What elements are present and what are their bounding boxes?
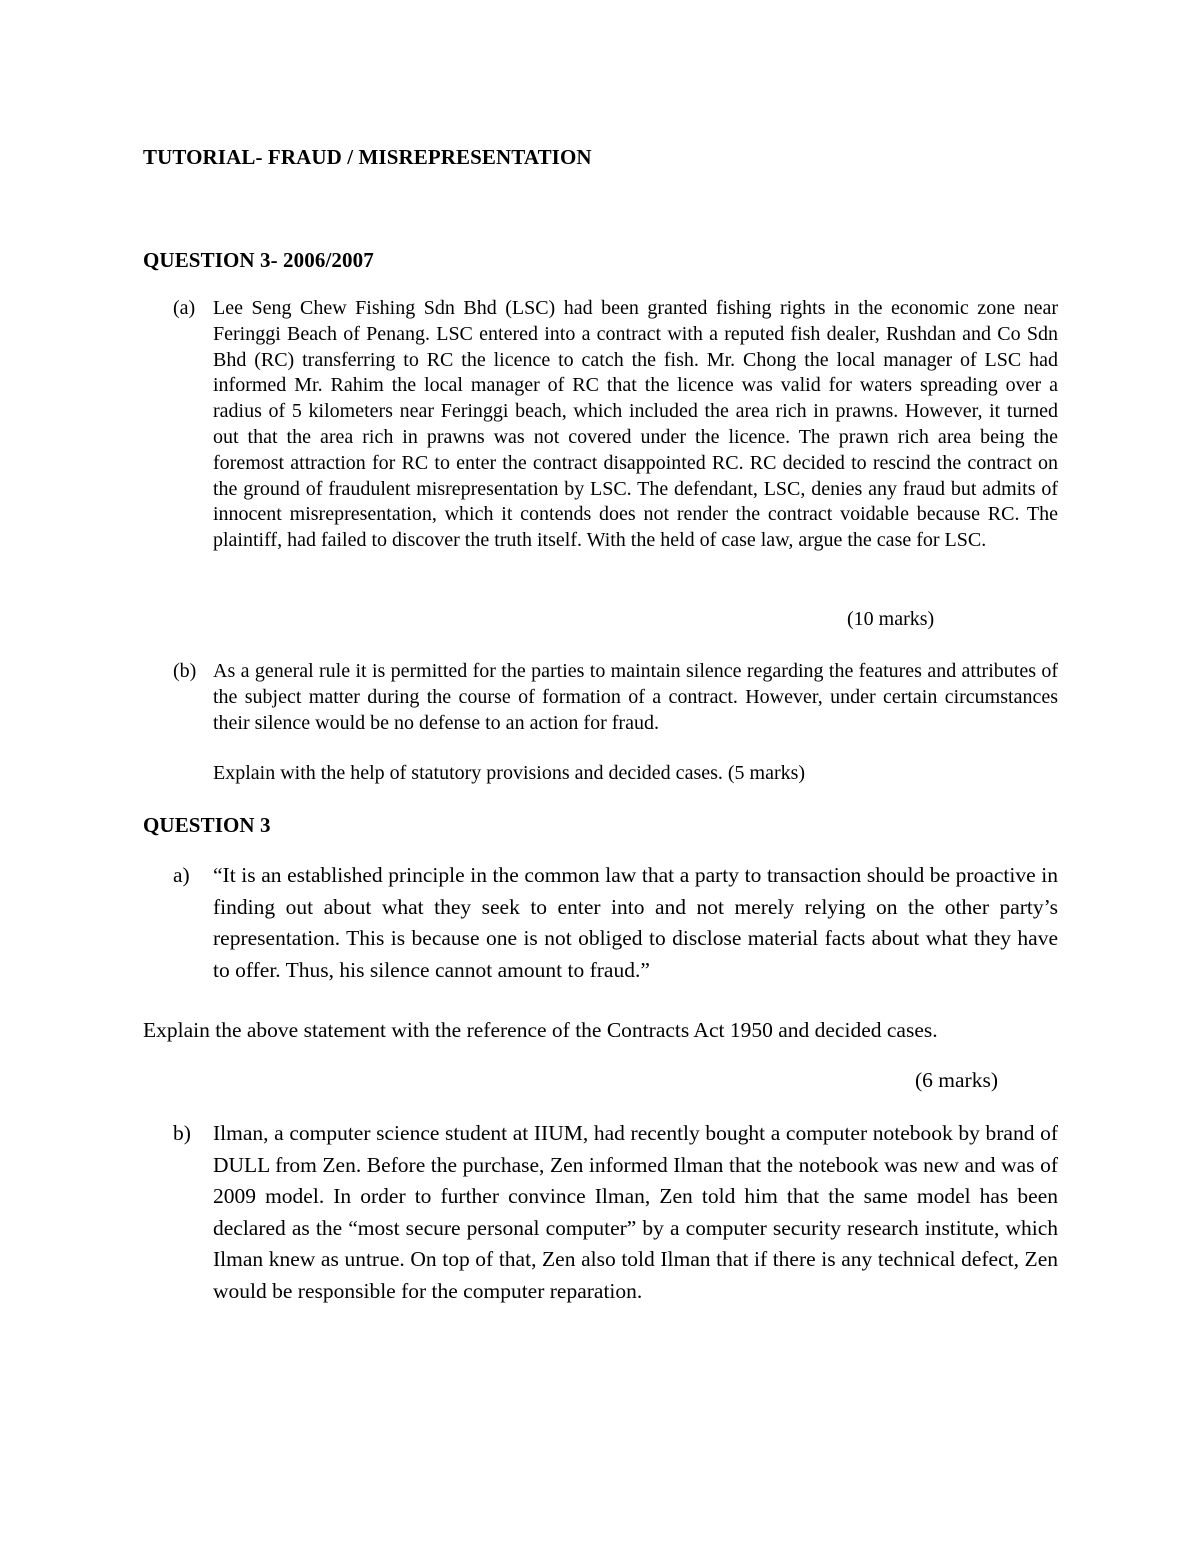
part-instruction: Explain with the help of statutory provisions and decided cases. (5 marks) <box>213 762 806 784</box>
question-part-a <box>173 860 1058 990</box>
part-label: a) <box>173 863 190 887</box>
part-label: b) <box>173 1121 191 1145</box>
document-title: TUTORIAL- FRAUD / MISREPRESENTATION <box>143 145 592 169</box>
question-heading: QUESTION 3- 2006/2007 <box>143 248 374 272</box>
question-part-b <box>173 659 1058 739</box>
question-part-b <box>173 1118 1058 1338</box>
question-part-a <box>173 296 1058 606</box>
part-label: (b) <box>173 660 197 682</box>
marks-label: (10 marks) <box>847 608 935 630</box>
marks-label: (6 marks) <box>915 1068 998 1092</box>
part-text: As a general rule it is permitted for the parties to maintain silence regarding the features and attributes of the subject matter during the course of formation of a contract. However, under certain circumstances their silence would be no defense to an action for fraud. <box>213 660 1058 734</box>
part-text: “It is an established principle in the common law that a party to transaction should be proactive in finding out about what they seek to enter into and not merely relying on the other party’s representation. This is because one is not obliged to disclose material facts about what they have to offer. Thus, his silence cannot amount to fraud.” <box>213 863 1058 982</box>
part-text: Lee Seng Chew Fishing Sdn Bhd (LSC) had been granted fishing rights in the economic zone near Feringgi Beach of Penang. LSC entered into a contract with a reputed fish dealer, Rushdan and Co Sdn Bhd (RC) transferring to RC the licence to catch the fish. Mr. Chong the local manager of LSC had informed Mr. Rahim the local manager of RC that the licence was valid for waters spreading over a radius of 5 kilometers near Feringgi beach, which included the area rich in prawns. However, it turned out that the area rich in prawns was not covered under the licence. The prawn rich area being the foremost attraction for RC to enter the contract disappointed RC. RC decided to rescind the contract on the ground of fraudulent misrepresentation by LSC. The defendant, LSC, denies any fraud but admits of innocent misrepresentation, which it contends does not render the contract voidable because RC. The plaintiff, had failed to discover the truth itself. With the held of case law, argue the case for LSC. <box>213 297 1058 552</box>
part-text: Ilman, a computer science student at IIUM, had recently bought a computer notebook by brand of DULL from Zen. Before the purchase, Zen informed Ilman that the notebook was new and was of 2009 model. In order to further convince Ilman, Zen told him that the same model has been declared as the “most secure personal computer” by a computer security research institute, which Ilman knew as untrue. On top of that, Zen also told Ilman that if there is any technical defect, Zen would be responsible for the computer reparation. <box>213 1121 1058 1303</box>
question-heading: QUESTION 3 <box>143 813 271 837</box>
part-label: (a) <box>173 297 196 319</box>
part-instruction: Explain the above statement with the reference of the Contracts Act 1950 and decided cases. <box>143 1018 938 1042</box>
